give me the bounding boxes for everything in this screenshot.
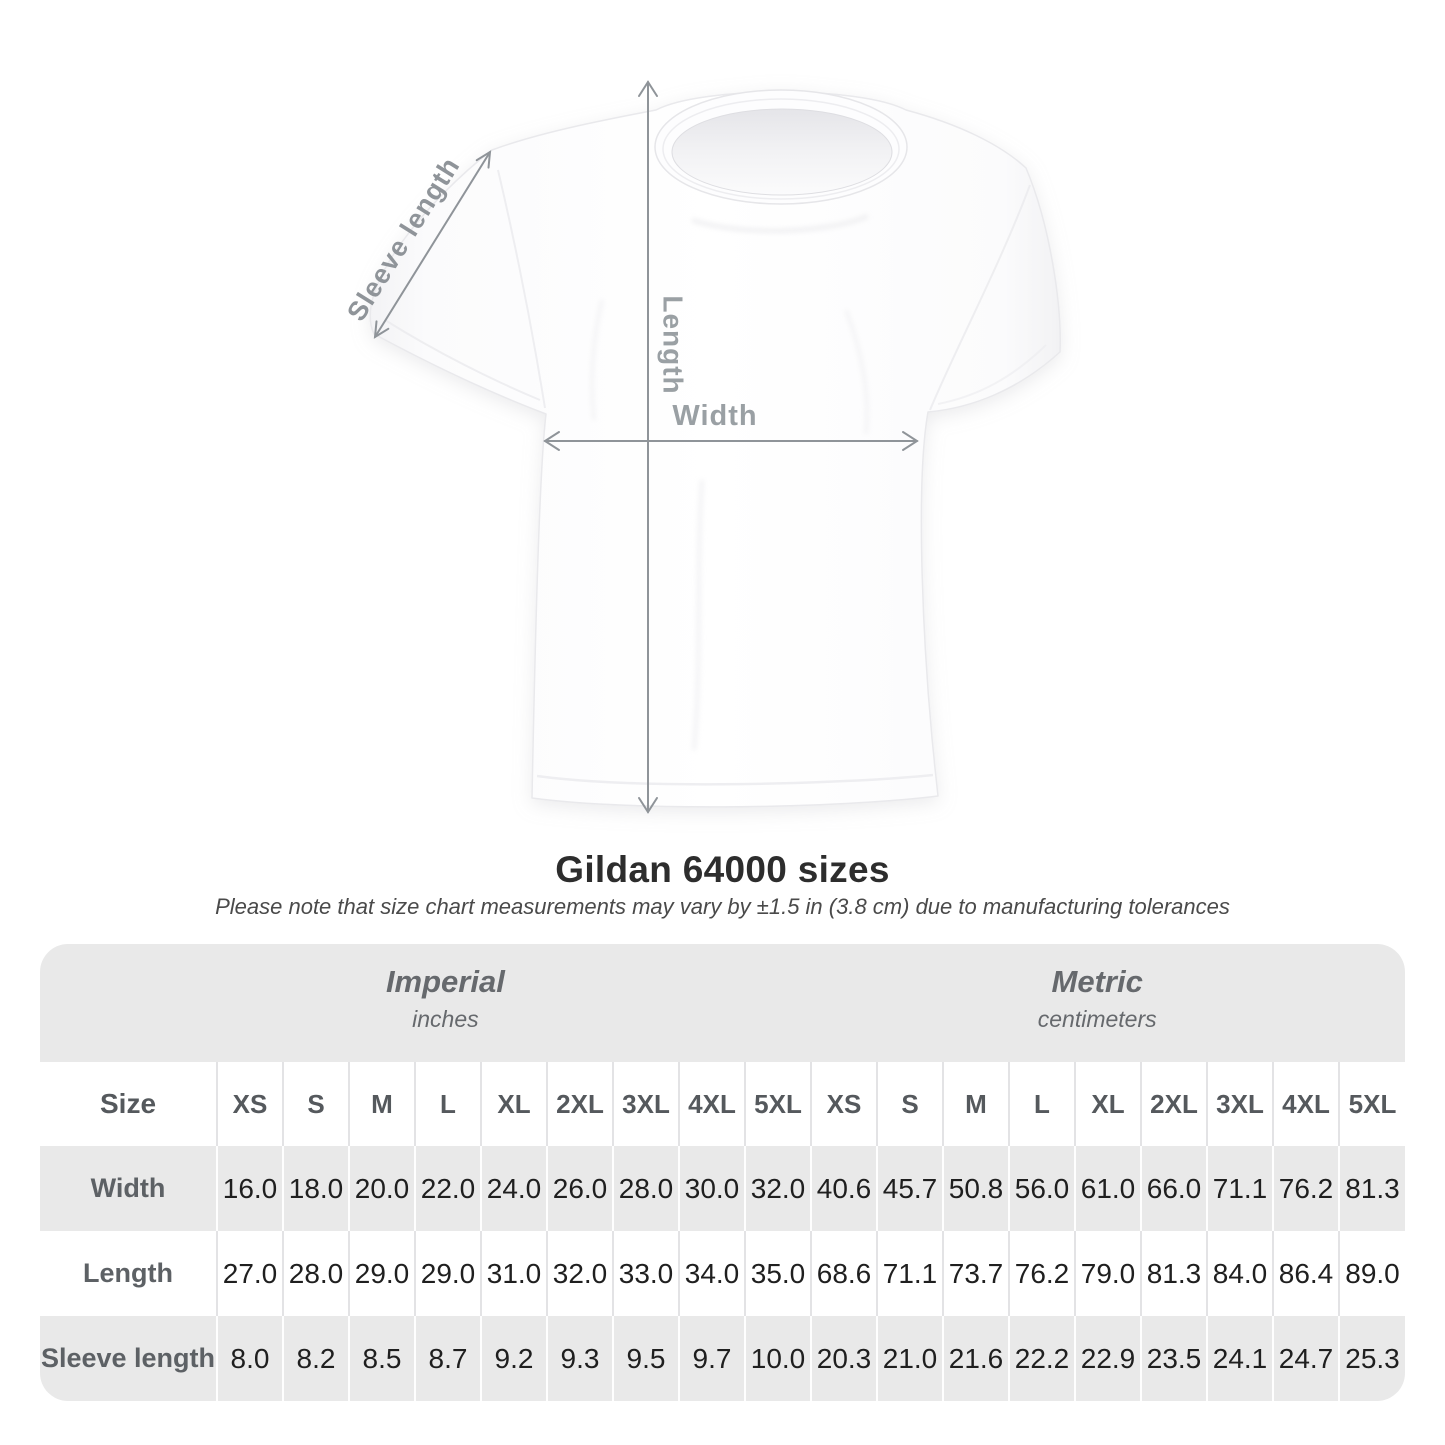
cell-width-imperial-s: 18.0 [283, 1146, 349, 1231]
cell-length-imperial-4xl: 34.0 [679, 1231, 745, 1316]
size-col-header-imperial-5xl: 5XL [745, 1062, 811, 1146]
table-row-width [40, 1146, 1405, 1231]
imperial-group-header [386, 944, 505, 1062]
table-row-length [40, 1231, 1405, 1316]
size-col-header-metric-xs: XS [811, 1062, 877, 1146]
size-col-header-metric-4xl: 4XL [1273, 1062, 1339, 1146]
cell-sleeve-length-imperial-xl: 9.2 [481, 1316, 547, 1401]
cell-length-imperial-xl: 31.0 [481, 1231, 547, 1316]
size-col-header-metric-xl: XL [1075, 1062, 1141, 1146]
cell-width-imperial-5xl: 32.0 [745, 1146, 811, 1231]
size-col-header-metric-l: L [1009, 1062, 1075, 1146]
cell-width-metric-3xl: 71.1 [1207, 1146, 1273, 1231]
cell-length-imperial-l: 29.0 [415, 1231, 481, 1316]
cell-length-metric-2xl: 81.3 [1141, 1231, 1207, 1316]
cell-width-metric-xs: 40.6 [811, 1146, 877, 1231]
metric-group-header [1038, 944, 1157, 1062]
cell-length-metric-xl: 79.0 [1075, 1231, 1141, 1316]
row-label: Length [83, 1258, 173, 1288]
size-header-row [40, 1062, 1405, 1146]
cell-sleeve-length-imperial-xs: 8.0 [217, 1316, 283, 1401]
metric-group-unit: centimeters [1037, 1006, 1157, 1032]
tshirt-body [370, 92, 1060, 807]
cell-width-metric-l: 56.0 [1009, 1146, 1075, 1231]
cell-sleeve-length-imperial-l: 8.7 [415, 1316, 481, 1401]
size-col-header-imperial-4xl: 4XL [679, 1062, 745, 1146]
cell-sleeve-length-metric-4xl: 24.7 [1273, 1316, 1339, 1401]
cell-width-metric-s: 45.7 [877, 1146, 943, 1231]
cell-sleeve-length-metric-2xl: 23.5 [1141, 1316, 1207, 1401]
row-label: Width [90, 1173, 166, 1203]
imperial-group-label: Imperial [385, 964, 505, 999]
tshirt-collar [655, 90, 907, 204]
cell-sleeve-length-metric-xs: 20.3 [811, 1316, 877, 1401]
cell-length-imperial-xs: 27.0 [217, 1231, 283, 1316]
size-col-header-metric-s: S [877, 1062, 943, 1146]
size-col-header-imperial-2xl: 2XL [547, 1062, 613, 1146]
cell-width-metric-4xl: 76.2 [1273, 1146, 1339, 1231]
cell-sleeve-length-imperial-s: 8.2 [283, 1316, 349, 1401]
cell-sleeve-length-imperial-2xl: 9.3 [547, 1316, 613, 1401]
sleeve-length-label: Sleeve length [341, 151, 466, 327]
cell-sleeve-length-imperial-4xl: 9.7 [679, 1316, 745, 1401]
size-col-header-metric-2xl: 2XL [1141, 1062, 1207, 1146]
cell-length-metric-xs: 68.6 [811, 1231, 877, 1316]
cell-length-metric-s: 71.1 [877, 1231, 943, 1316]
size-col-header-imperial-s: S [283, 1062, 349, 1146]
cell-width-metric-5xl: 81.3 [1339, 1146, 1405, 1231]
cell-width-imperial-xl: 24.0 [481, 1146, 547, 1231]
cell-length-metric-l: 76.2 [1009, 1231, 1075, 1316]
cell-width-metric-m: 50.8 [943, 1146, 1009, 1231]
size-chart-table [40, 1062, 1405, 1401]
cell-sleeve-length-metric-m: 21.6 [943, 1316, 1009, 1401]
cell-sleeve-length-metric-5xl: 25.3 [1339, 1316, 1405, 1401]
size-col-header-metric-3xl: 3XL [1207, 1062, 1273, 1146]
cell-length-imperial-2xl: 32.0 [547, 1231, 613, 1316]
cell-width-imperial-m: 20.0 [349, 1146, 415, 1231]
size-col-header-imperial-xl: XL [481, 1062, 547, 1146]
unit-group-band [40, 944, 1405, 1062]
size-col-header-imperial-m: M [349, 1062, 415, 1146]
cell-length-imperial-5xl: 35.0 [745, 1231, 811, 1316]
cell-sleeve-length-metric-xl: 22.9 [1075, 1316, 1141, 1401]
size-col-header-imperial-xs: XS [217, 1062, 283, 1146]
width-label: Width [672, 400, 758, 432]
cell-sleeve-length-metric-l: 22.2 [1009, 1316, 1075, 1401]
imperial-group-unit: inches [412, 1006, 479, 1032]
cell-length-metric-5xl: 89.0 [1339, 1231, 1405, 1316]
cell-length-imperial-3xl: 33.0 [613, 1231, 679, 1316]
cell-length-imperial-m: 29.0 [349, 1231, 415, 1316]
tolerance-note: Please note that size chart measurements may vary by ±1.5 in (3.8 cm) due to manufacturing tolerances [215, 894, 1230, 919]
row-label: Sleeve length [40, 1343, 216, 1373]
cell-sleeve-length-imperial-m: 8.5 [349, 1316, 415, 1401]
cell-width-metric-xl: 61.0 [1075, 1146, 1141, 1231]
metric-group-label: Metric [1051, 964, 1143, 999]
cell-sleeve-length-metric-3xl: 24.1 [1207, 1316, 1273, 1401]
size-chart [40, 944, 1405, 1401]
size-col-header-imperial-3xl: 3XL [613, 1062, 679, 1146]
cell-width-imperial-3xl: 28.0 [613, 1146, 679, 1231]
cell-sleeve-length-imperial-3xl: 9.5 [613, 1316, 679, 1401]
cell-width-imperial-4xl: 30.0 [679, 1146, 745, 1231]
length-label: Length [657, 295, 689, 395]
cell-length-imperial-s: 28.0 [283, 1231, 349, 1316]
tshirt-image [370, 90, 1060, 807]
page-title: Gildan 64000 sizes [555, 849, 890, 890]
cell-sleeve-length-metric-s: 21.0 [877, 1316, 943, 1401]
size-col-header-metric-m: M [943, 1062, 1009, 1146]
cell-width-imperial-l: 22.0 [415, 1146, 481, 1231]
cell-length-metric-3xl: 84.0 [1207, 1231, 1273, 1316]
cell-width-imperial-2xl: 26.0 [547, 1146, 613, 1231]
table-row-sleeve-length [40, 1316, 1405, 1401]
cell-length-metric-m: 73.7 [943, 1231, 1009, 1316]
cell-length-metric-4xl: 86.4 [1273, 1231, 1339, 1316]
size-corner-header: Size [99, 1088, 157, 1119]
size-col-header-metric-5xl: 5XL [1339, 1062, 1405, 1146]
cell-sleeve-length-imperial-5xl: 10.0 [745, 1316, 811, 1401]
cell-width-metric-2xl: 66.0 [1141, 1146, 1207, 1231]
cell-width-imperial-xs: 16.0 [217, 1146, 283, 1231]
size-col-header-imperial-l: L [415, 1062, 481, 1146]
